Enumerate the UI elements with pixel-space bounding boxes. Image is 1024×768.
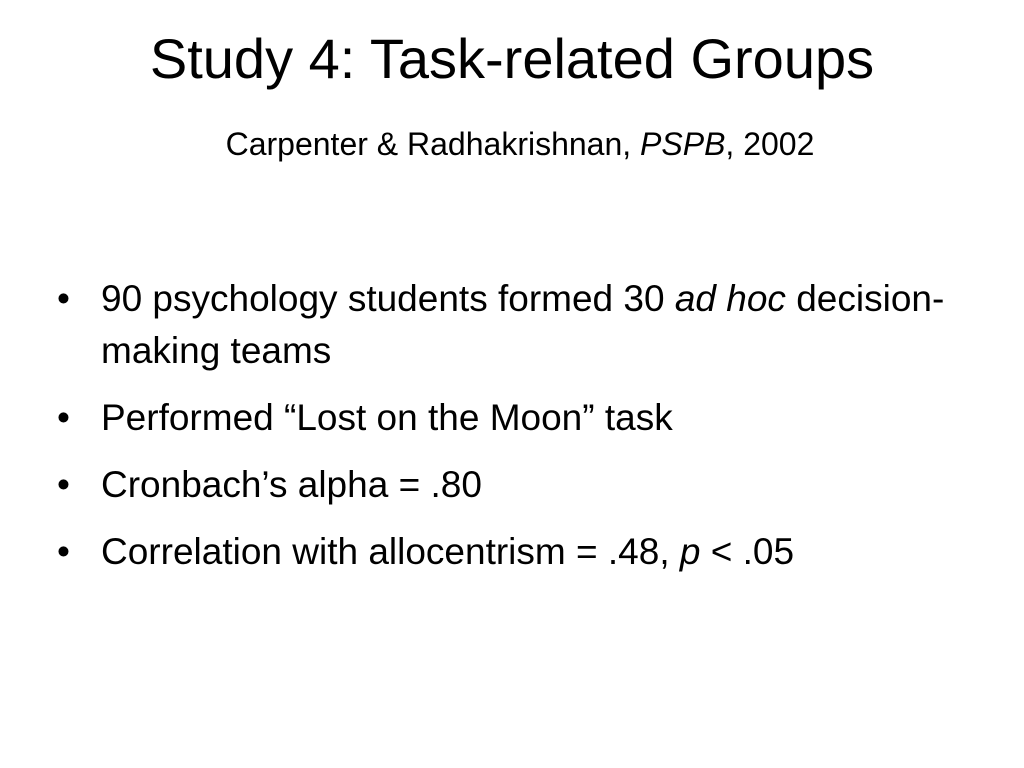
subtitle-authors: Carpenter & Radhakrishnan, (225, 126, 641, 162)
subtitle-year: , 2002 (725, 126, 815, 162)
bullet-icon: • (57, 397, 70, 438)
bullet-item-3 (57, 459, 977, 511)
bullet-text-before: Correlation with allocentrism = .48, (101, 531, 680, 572)
bullet-item-2 (57, 392, 977, 444)
subtitle-journal: PSPB (640, 126, 726, 162)
bullet-italic-text: ad hoc (674, 278, 786, 319)
bullet-text: Performed “Lost on the Moon” task (101, 397, 673, 438)
bullet-icon: • (57, 531, 70, 572)
bullet-text-before: 90 psychology students formed 30 (101, 278, 675, 319)
slide-title: Study 4: Task-related Groups (149, 27, 875, 90)
bullet-item-4 (57, 526, 977, 578)
bullet-list (57, 273, 977, 593)
slide-subtitle (0, 122, 1024, 166)
bullet-text-after: decision-making teams (101, 278, 945, 371)
bullet-icon: • (57, 464, 70, 505)
bullet-text-after: < .05 (700, 531, 795, 572)
bullet-icon: • (57, 278, 70, 319)
bullet-italic-text: p (679, 531, 701, 572)
bullet-item-1 (57, 273, 977, 377)
bullet-text: Cronbach’s alpha = .80 (101, 464, 482, 505)
